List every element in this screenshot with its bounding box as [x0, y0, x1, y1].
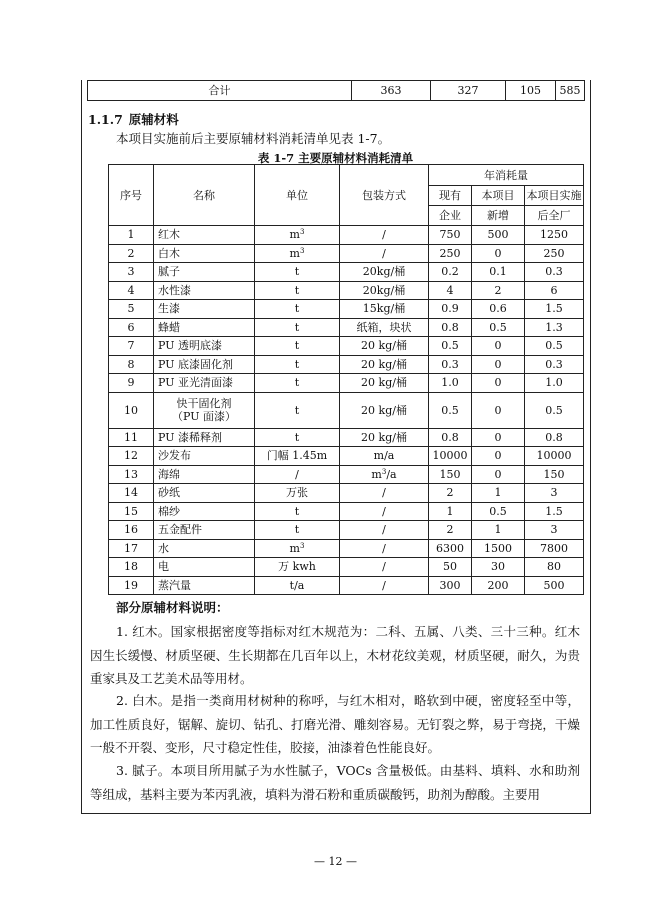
cell-pack: 20 kg/桶: [340, 428, 429, 447]
cell-unit-base: m: [289, 246, 300, 260]
cell-existing: 0.2: [429, 263, 472, 282]
cell-name-line1: 快干固化剂: [176, 397, 232, 410]
materials-table: [108, 164, 584, 595]
cell-existing: 4: [429, 281, 472, 300]
cell-total: 0.3: [525, 355, 584, 374]
cell-seq: 17: [109, 539, 154, 558]
cell-total: 1250: [525, 226, 584, 245]
cell-unit: t: [255, 318, 340, 337]
section-heading: [88, 110, 179, 128]
cell-unit: t: [255, 355, 340, 374]
cell-unit-base: m: [289, 228, 300, 242]
cell-unit: t: [255, 337, 340, 356]
header-total-line1: 本项目实施: [526, 189, 582, 202]
cell-existing: 0.3: [429, 355, 472, 374]
cell-existing: 750: [429, 226, 472, 245]
page-number: — 12 —: [314, 855, 357, 868]
cell-seq: 8: [109, 355, 154, 374]
cell-seq: 18: [109, 558, 154, 577]
cell-total: 1.5: [525, 300, 584, 319]
table-row: [109, 502, 584, 521]
cell-seq: 11: [109, 428, 154, 447]
cell-pack: 20 kg/桶: [340, 337, 429, 356]
cell-seq: 15: [109, 502, 154, 521]
cell-name: 蒸汽量: [154, 576, 255, 595]
header-new-line1: 本项目: [481, 189, 515, 202]
cell-name: 红木: [154, 226, 255, 245]
cell-existing: 0.9: [429, 300, 472, 319]
cell-seq: 10: [109, 392, 154, 428]
table-row: [109, 447, 584, 466]
cell-total: 1.3: [525, 318, 584, 337]
cell-name: 五金配件: [154, 521, 255, 540]
header-unit: 单位: [255, 165, 340, 226]
cell-pack-tail: /a: [386, 467, 397, 481]
cell-seq: 9: [109, 374, 154, 393]
cell-unit: t: [255, 281, 340, 300]
cell-seq: 12: [109, 447, 154, 466]
cell-total: 250: [525, 244, 584, 263]
cell-pack: /: [340, 502, 429, 521]
intro-text: 本项目实施前后主要原辅材料消耗清单见表 1-7。: [116, 131, 391, 146]
table-row: [109, 355, 584, 374]
cell-total: 0.5: [525, 337, 584, 356]
cell-name: 棉纱: [154, 502, 255, 521]
cell-pack: m/a: [340, 447, 429, 466]
cell-existing: 1.0: [429, 374, 472, 393]
cell-total: 3: [525, 484, 584, 503]
cell-new: 0.6: [472, 300, 525, 319]
cell-total: 0.3: [525, 263, 584, 282]
cell-existing: 0.5: [429, 337, 472, 356]
table-row: [109, 392, 584, 428]
cell-existing: 2: [429, 521, 472, 540]
cell-name: 砂纸: [154, 484, 255, 503]
cell-new: 200: [472, 576, 525, 595]
cell-name: 水性漆: [154, 281, 255, 300]
cell-new: 1: [472, 484, 525, 503]
cell-new: 0.5: [472, 502, 525, 521]
section-title: 原辅材料: [128, 112, 179, 127]
cell-new: 0.5: [472, 318, 525, 337]
summary-row: [88, 81, 585, 101]
cell-new: 0: [472, 244, 525, 263]
cell-existing: 6300: [429, 539, 472, 558]
cell-pack: 20kg/桶: [340, 263, 429, 282]
cell-new: 0: [472, 392, 525, 428]
cell-unit: t: [255, 374, 340, 393]
cell-existing: 50: [429, 558, 472, 577]
header-name: 名称: [154, 165, 255, 226]
cell-total: 0.5: [525, 392, 584, 428]
cell-new: 1500: [472, 539, 525, 558]
header-total: [525, 186, 584, 226]
cell-pack: [340, 465, 429, 484]
cell-unit: [255, 539, 340, 558]
summary-label: 合计: [88, 81, 352, 101]
cell-new: 0: [472, 355, 525, 374]
header-row: [109, 165, 584, 186]
cell-existing: 0.8: [429, 318, 472, 337]
cell-name: 白木: [154, 244, 255, 263]
cell-name: 生漆: [154, 300, 255, 319]
cell-pack-sup: 3: [381, 467, 387, 476]
cell-unit: t: [255, 263, 340, 282]
cell-name: PU 底漆固化剂: [154, 355, 255, 374]
cell-unit-sup: 3: [299, 246, 305, 255]
cell-name-line2: （PU 面漆）: [172, 410, 236, 423]
cell-unit: t: [255, 428, 340, 447]
cell-name: 沙发布: [154, 447, 255, 466]
cell-existing: 0.5: [429, 392, 472, 428]
cell-unit: t: [255, 521, 340, 540]
cell-new: 0.1: [472, 263, 525, 282]
summary-table: [87, 80, 585, 101]
header-new: [472, 186, 525, 226]
cell-pack: /: [340, 484, 429, 503]
header-total-line2: 后全厂: [525, 205, 583, 225]
cell-seq: 1: [109, 226, 154, 245]
table-row: [109, 428, 584, 447]
cell-seq: 3: [109, 263, 154, 282]
cell-name: [154, 392, 255, 428]
cell-seq: 5: [109, 300, 154, 319]
cell-new: 0: [472, 447, 525, 466]
cell-pack: 纸箱，块状: [340, 318, 429, 337]
cell-existing: 1: [429, 502, 472, 521]
cell-unit-base: m: [289, 541, 300, 555]
cell-new: 2: [472, 281, 525, 300]
table-row: [109, 484, 584, 503]
header-new-line2: 新增: [472, 205, 524, 225]
cell-total: 1.0: [525, 374, 584, 393]
cell-name: 蜂蜡: [154, 318, 255, 337]
cell-pack: 20 kg/桶: [340, 355, 429, 374]
header-annual: 年消耗量: [429, 165, 584, 186]
paragraph-whitewood: 2. 白木。是指一类商用材树种的称呼，与红木相对，略软到中硬，密度轻至中等，加工性质良好，锯解、旋切、钻孔、打磨光滑、雕刻容易。无钉裂之弊，易于弯挠，干燥一般不开裂、变形，尺寸稳定性佳，胶接，油漆着色性能良好。: [90, 693, 580, 756]
cell-seq: 2: [109, 244, 154, 263]
header-existing-line2: 企业: [429, 205, 471, 225]
cell-unit: /: [255, 465, 340, 484]
cell-unit: 万张: [255, 484, 340, 503]
cell-pack: /: [340, 576, 429, 595]
table-row: [109, 521, 584, 540]
cell-seq: 19: [109, 576, 154, 595]
cell-total: 10000: [525, 447, 584, 466]
paragraph-rosewood: 1. 红木。国家根据密度等指标对红木规范为：二科、五属、八类、三十三种。红木因生长缓慢、材质坚硬、生长期都在几百年以上，木材花纹美观，材质坚硬，耐久，为贵重家具及工艺美术品等用材。: [90, 624, 580, 687]
summary-value: 327: [431, 81, 506, 101]
cell-total: 6: [525, 281, 584, 300]
table-row: [109, 465, 584, 484]
table-row: [109, 300, 584, 319]
table-row: [109, 263, 584, 282]
cell-unit: t: [255, 300, 340, 319]
summary-value: 363: [352, 81, 431, 101]
cell-unit-sup: 3: [299, 228, 305, 237]
table-row: [109, 226, 584, 245]
cell-seq: 7: [109, 337, 154, 356]
cell-name: 水: [154, 539, 255, 558]
cell-unit: t: [255, 502, 340, 521]
cell-seq: 6: [109, 318, 154, 337]
cell-new: 0: [472, 465, 525, 484]
cell-total: 1.5: [525, 502, 584, 521]
cell-pack: /: [340, 521, 429, 540]
cell-seq: 13: [109, 465, 154, 484]
table-row: [109, 281, 584, 300]
cell-total: 3: [525, 521, 584, 540]
summary-value: 585: [556, 81, 585, 101]
cell-new: 1: [472, 521, 525, 540]
cell-unit: t: [255, 392, 340, 428]
table-row: [109, 558, 584, 577]
cell-unit: 万 kwh: [255, 558, 340, 577]
cell-seq: 14: [109, 484, 154, 503]
cell-existing: 2: [429, 484, 472, 503]
cell-total: 80: [525, 558, 584, 577]
cell-new: 0: [472, 428, 525, 447]
cell-new: 30: [472, 558, 525, 577]
cell-pack: 20kg/桶: [340, 281, 429, 300]
cell-name: PU 透明底漆: [154, 337, 255, 356]
cell-unit: t/a: [255, 576, 340, 595]
table-row: [109, 539, 584, 558]
cell-total: 150: [525, 465, 584, 484]
section-number: 1.1.7: [88, 112, 123, 127]
cell-pack: /: [340, 558, 429, 577]
cell-total: 0.8: [525, 428, 584, 447]
table-row: [109, 374, 584, 393]
cell-existing: 10000: [429, 447, 472, 466]
cell-name: PU 亚光清面漆: [154, 374, 255, 393]
cell-new: 0: [472, 337, 525, 356]
materials-notes-heading: 部分原辅材料说明：: [116, 600, 229, 615]
paragraph-putty: 3. 腻子。本项目所用腻子为水性腻子，VOCs 含量极低。由基料、填料、水和助剂等组成，基料主要为苯丙乳液，填料为滑石粉和重质碳酸钙，助剂为醇酸。主要用: [90, 763, 580, 802]
cell-name: 腻子: [154, 263, 255, 282]
cell-existing: 150: [429, 465, 472, 484]
cell-new: 500: [472, 226, 525, 245]
cell-existing: 250: [429, 244, 472, 263]
cell-total: 7800: [525, 539, 584, 558]
table-row: [109, 337, 584, 356]
cell-pack: 20 kg/桶: [340, 392, 429, 428]
header-existing-line1: 现有: [439, 189, 461, 202]
cell-unit: [255, 226, 340, 245]
cell-unit: [255, 244, 340, 263]
cell-pack: /: [340, 539, 429, 558]
cell-pack-base: m: [371, 467, 382, 481]
cell-unit: 门幅 1.45m: [255, 447, 340, 466]
cell-pack: 15kg/桶: [340, 300, 429, 319]
cell-total: 500: [525, 576, 584, 595]
cell-pack: /: [340, 244, 429, 263]
cell-seq: 4: [109, 281, 154, 300]
summary-value: 105: [506, 81, 556, 101]
header-pack: 包装方式: [340, 165, 429, 226]
header-seq: 序号: [109, 165, 154, 226]
cell-name: 电: [154, 558, 255, 577]
table-caption: 表 1-7 主要原辅材料消耗清单: [257, 151, 414, 165]
header-existing: [429, 186, 472, 226]
cell-existing: 0.8: [429, 428, 472, 447]
table-row: [109, 244, 584, 263]
cell-pack: /: [340, 226, 429, 245]
cell-existing: 300: [429, 576, 472, 595]
cell-seq: 16: [109, 521, 154, 540]
table-row: [109, 318, 584, 337]
cell-new: 0: [472, 374, 525, 393]
cell-unit-sup: 3: [299, 541, 305, 550]
cell-pack: 20 kg/桶: [340, 374, 429, 393]
cell-name: PU 漆稀释剂: [154, 428, 255, 447]
table-row: [109, 576, 584, 595]
cell-name: 海绵: [154, 465, 255, 484]
